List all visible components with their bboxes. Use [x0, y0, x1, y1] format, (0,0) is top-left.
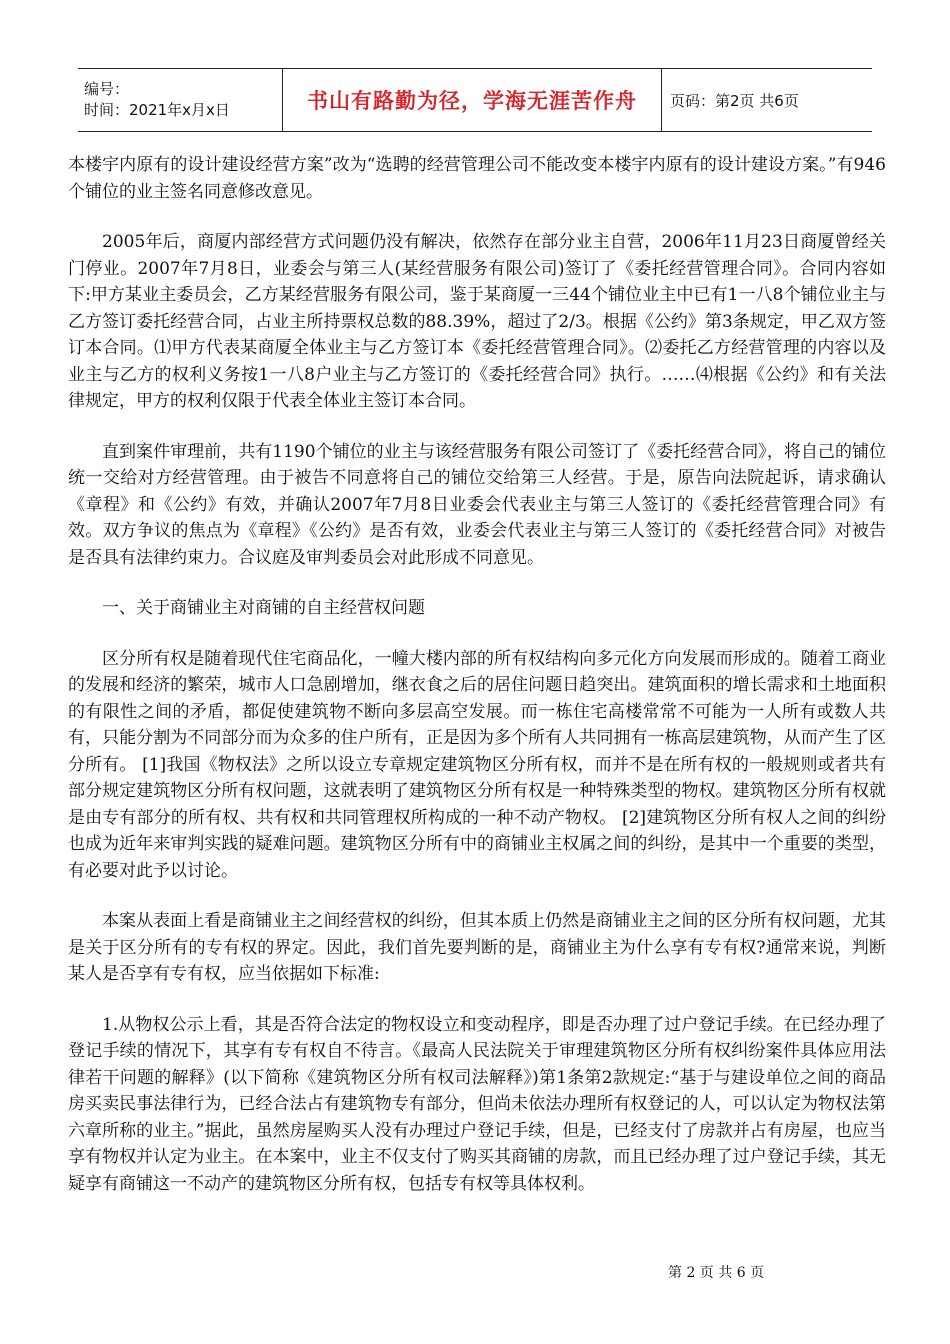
header-meta [78, 69, 282, 131]
header-slogan: 书山有路勤为径，学海无涯苦作舟 [307, 89, 637, 113]
body-paragraph: 直到案件审理前，共有1190个铺位的业主与该经营服务有限公司签订了《委托经营合同》，将自己的铺位统一交给对方经营管理。由于被告不同意将自己的铺位交给第三人经营。于是，原告向法院起诉，请求确认《章程》和《公约》有效，并确认2007年7月8日业委会代表业主与第三人签订的《委托经营管理合同》有效。双方争议的焦点为《章程》《公约》是否有效，业委会代表业主与第三人签订的《委托经营合同》对被告是否具有法律约束力。合议庭及审判委员会对此形成不同意见。 [68, 441, 886, 568]
header-page-info-cell [662, 69, 872, 131]
body-paragraph: 1.从物权公示上看，其是否符合法定的物权设立和变动程序，即是否办理了过户登记手续。在已经办理了登记手续的情况下，其享有专有权自不待言。《最高人民法院关于审理建筑物区分所有权纠纷案件具体应用法律若干问题的解释》(以下简称《建筑物区分所有权司法解释》)第1条第2款规定:“基于与建设单位之间的商品房买卖民事法律行为，已经合法占有建筑物专有部分，但尚未依法办理所有权登记的人，可以认定为物权法第六章所称的业主。”据此，虽然房屋购买人没有办理过户登记手续，但是，已经支付了房款并占有房屋，也应当享有物权并认定为业主。在本案中，业主不仅支付了购买其商铺的房款，而且已经办理了过户登记手续，其无疑享有商铺这一不动产的建筑物区分所有权，包括专有权等具体权利。 [68, 1014, 886, 1194]
page-footer [668, 1262, 764, 1282]
section-heading: 一、关于商铺业主对商铺的自主经营权问题 [102, 598, 425, 618]
body-paragraph: 区分所有权是随着现代住宅商品化，一幢大楼内部的所有权结构向多元化方向发展而形成的。随着工商业的发展和经济的繁荣，城市人口急剧增加，继衣食之后的居住问题日趋突出。建筑面积的增长需求和土地面积的有限性之间的矛盾，都促使建筑物不断向多层高空发展。而一栋住宅高楼常常不可能为一人所有或数人共有，只能分割为不同部分而为众多的住户所有，正是因为多个所有人共同拥有一栋高层建筑物，从而产生了区分所有。 [1]我国《物权法》之所以设立专章规定建筑物区分所有权，而并不是在所有权的一般规则或者共有部分规定建筑物区分所有权问题，这就表明了建筑物区分所有权是一种特殊类型的物权。建筑物区分所有权就是由专有部分的所有权、共有权和共同管理权所构成的一种不动产物权。 [2]建筑物区分所有权人之间的纠纷也成为近年来审判实践的疑难问题。建筑物区分所有中的商铺业主权属之间的纠纷，是其中一个重要的类型，有必要对此予以讨论。 [68, 648, 886, 881]
document-number-label: 编号： [84, 80, 130, 98]
footer-page-number: 第 2 页 共 6 页 [668, 1265, 765, 1281]
document-body [68, 152, 886, 1221]
document-date-label: 时间：2021年x月x日 [84, 101, 230, 119]
header-slogan-cell [282, 69, 662, 131]
body-paragraph: 2005年后，商厦内部经营方式问题仍没有解决，依然存在部分业主自营，2006年11月23日商厦曾经关门停业。2007年7月8日，业委会与第三人(某经营服务有限公司)签订了《委托经营管理合同》。合同内容如下:甲方某业主委员会，乙方某经营服务有限公司，鉴于某商厦一三44个铺位业主中已有1一八8个铺位业主与乙方签订委托经营合同，占业主所持票权总数的88.39%，超过了2/3。根据《公约》第3条规定，甲乙双方签订本合同。⑴甲方代表某商厦全体业主与乙方签订本《委托经营管理合同》。⑵委托乙方经营管理的内容以及业主与乙方的权利义务按1一八8户业主与乙方签订的《委托经营合同》执行。……⑷根据《公约》和有关法律规定，甲方的权利仅限于代表全体业主签订本合同。 [68, 232, 886, 411]
page-header [78, 68, 872, 132]
header-page-info: 页码：第2页 共6页 [670, 91, 799, 110]
body-paragraph: 本楼宇内原有的设计建设经营方案”改为“选聘的经营管理公司不能改变本楼宇内原有的设计建设方案。”有946个铺位的业主签名同意修改意见。 [68, 155, 886, 202]
body-paragraph: 本案从表面上看是商铺业主之间经营权的纠纷，但其本质上仍然是商铺业主之间的区分所有权问题，尤其是关于区分所有的专有权的界定。因此，我们首先要判断的是，商铺业主为什么享有专有权?通常来说，判断某人是否享有专有权，应当依据如下标准: [68, 911, 886, 984]
